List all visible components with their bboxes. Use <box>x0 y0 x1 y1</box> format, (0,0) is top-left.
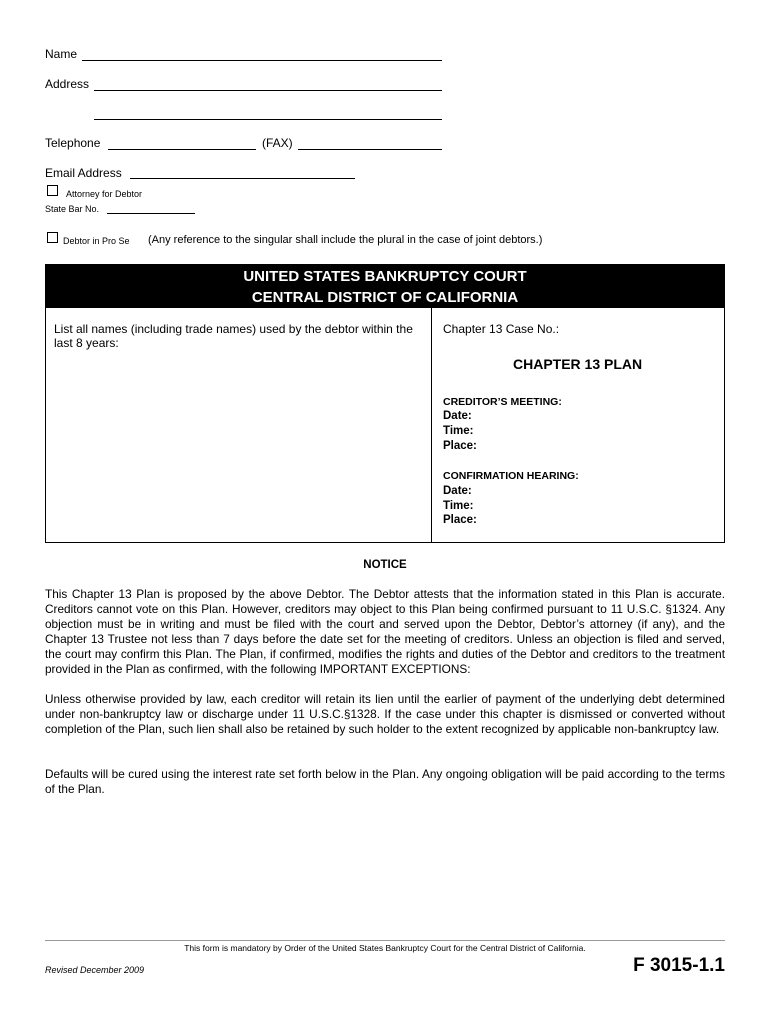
telephone-field[interactable] <box>108 149 256 150</box>
creditors-meeting-place: Place: <box>443 440 477 452</box>
notice-paragraph-1: This Chapter 13 Plan is proposed by the above Debtor. The Debtor attests that the information stated in this Plan is accurate. Creditors cannot vote on this Plan. However, creditors may object to this Plan being confirmed pursuant to 11 U.S.C. §1324. Any objection must be in writing and must be filed with the court and served upon the Debtor, Debtor’s attorney (if any), and the Chapter 13 Trustee not less than 7 days before the date set for the meeting of creditors. Unless an objection is filed and served, the court may confirm this Plan. The Plan, if confirmed, modifies the rights and duties of the Debtor and creditors to the treatment provided in the Plan as confirmed, with the following IMPORTANT EXCEPTIONS: <box>45 587 725 676</box>
address-label: Address <box>45 77 90 91</box>
pro-se-note: (Any reference to the singular shall include the plural in the case of joint debtors.) <box>148 234 543 246</box>
creditors-meeting-time: Time: <box>443 425 474 437</box>
attorney-checkbox[interactable] <box>47 185 58 196</box>
case-no-label: Chapter 13 Case No.: <box>443 322 560 336</box>
plan-title: CHAPTER 13 PLAN <box>513 356 643 372</box>
creditors-meeting-date: Date: <box>443 410 472 422</box>
notice-title: NOTICE <box>363 559 407 571</box>
name-field[interactable] <box>82 60 442 61</box>
address-field-line2[interactable] <box>94 119 442 120</box>
caption-divider <box>431 308 432 542</box>
state-bar-label: State Bar No. <box>45 204 100 214</box>
email-field[interactable] <box>130 178 355 179</box>
court-district: CENTRAL DISTRICT OF CALIFORNIA <box>251 289 519 306</box>
notice-paragraph-3: Defaults will be cured using the interest rate set forth below in the Plan. Any ongoing obligation will be paid according to the terms of the Plan. <box>45 767 725 796</box>
court-header <box>45 264 725 308</box>
name-label: Name <box>45 47 78 61</box>
confirmation-hearing-place: Place: <box>443 514 477 526</box>
pro-se-checkbox[interactable] <box>47 232 58 243</box>
confirmation-hearing-date: Date: <box>443 485 472 497</box>
address-field-line1[interactable] <box>94 90 442 91</box>
form-number: F 3015-1.1 <box>633 955 725 976</box>
confirmation-hearing-time: Time: <box>443 500 474 512</box>
caption-box <box>45 308 725 543</box>
telephone-label: Telephone <box>45 136 101 150</box>
state-bar-field[interactable] <box>107 213 195 214</box>
attorney-label: Attorney for Debtor <box>66 189 143 199</box>
confirmation-hearing-heading: CONFIRMATION HEARING: <box>443 470 579 482</box>
court-name: UNITED STATES BANKRUPTCY COURT <box>243 268 527 285</box>
revised-date: Revised December 2009 <box>45 965 145 975</box>
email-label: Email Address <box>45 166 122 180</box>
fax-field[interactable] <box>298 149 442 150</box>
footer-rule <box>45 940 725 941</box>
fax-label: (FAX) <box>262 136 293 150</box>
pro-se-label: Debtor in Pro Se <box>63 236 130 246</box>
footer-mandatory-text: This form is mandatory by Order of the United States Bankruptcy Court for the Central District of California. <box>184 943 586 953</box>
debtor-names-prompt: List all names (including trade names) used by the debtor within the last 8 years: <box>54 322 413 350</box>
creditors-meeting-heading: CREDITOR’S MEETING: <box>443 396 562 408</box>
notice-paragraph-2: Unless otherwise provided by law, each creditor will retain its lien until the earlier of payment of the underlying debt determined under non-bankruptcy law or discharge under 11 U.S.C.§1328. If the case under this chapter is dismissed or converted without completion of the Plan, such lien shall also be retained by such holder to the extent recognized by applicable non-bankruptcy law. <box>45 692 725 736</box>
